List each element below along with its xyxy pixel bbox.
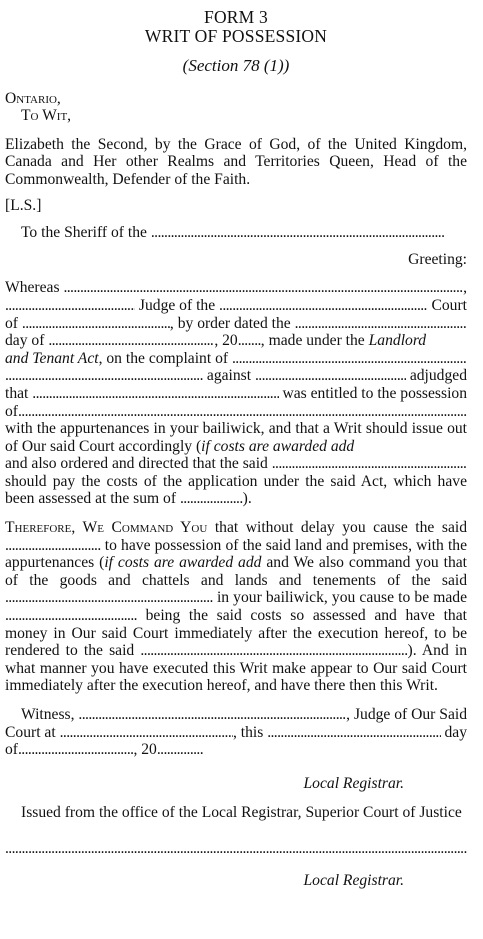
form-title: WRIT OF POSSESSION xyxy=(144,26,328,46)
whereas-line-8: of ..... xyxy=(5,403,467,421)
whereas-line-10: and also ordered and directed that the said ..... xyxy=(5,455,467,473)
sheriff-address-line xyxy=(5,224,467,242)
section-reference: (Section 78 (1)) xyxy=(182,56,290,75)
whereas-line-7: that ..... was entitled to the possession xyxy=(5,385,467,403)
venue-to-wit: To Wit, xyxy=(21,107,72,125)
whereas-line-4: day of ..... , 20 ....... , made under the Landlord xyxy=(5,332,467,350)
whereas-paragraph xyxy=(5,279,467,508)
whereas-body: with the appurtenances in your bailiwick, and that a Writ should issue out of Our said Court accordingly (if costs are awarded add xyxy=(5,420,467,455)
form-number: FORM 3 xyxy=(204,7,268,27)
style-of-cause: Elizabeth the Second, by the Grace of God, of the United Kingdom, Canada and Her other Realms and Territories Queen, Head of the Commonwealth, Defender of the Faith. xyxy=(5,135,467,188)
witness-line-2: Court at ..... , this ..... day xyxy=(5,724,467,742)
whereas-line-6: ..... against ..... adjudged xyxy=(5,367,467,385)
whereas-line-3: of ..... , by order dated the ..... xyxy=(5,315,467,333)
registrar-signature-line xyxy=(5,840,467,858)
therefore-paragraph xyxy=(5,519,467,695)
witness-paragraph xyxy=(5,706,467,759)
addressee-text: To the Sheriff of the xyxy=(21,224,147,242)
sheriff-blank xyxy=(151,224,445,242)
whereas-line-2: ..... Judge of the ..... Court xyxy=(5,297,467,315)
whereas-line-1: Whereas ..... , xyxy=(5,279,467,297)
witness-line-1: Witness, ..... , Judge of Our Said xyxy=(5,706,467,724)
whereas-line-5: and Tenant Act , on the complaint of ..... xyxy=(5,350,467,368)
therefore-line-1: Therefore, We Command You that without delay you cause the said ............................. to have possession of the said land and premises, with the appurtenances (if costs are awarded add and We also command you that of the goods and chattels and lands and tenements of the said ............................................................... in your bailiwick, you cause to be made ........................................ being the said costs so assessed and have that money in Our said Court immediately after the execution hereof, to be rendered to the said .................................................................................). And in what manner you have executed this Writ make appear to Our said Court immediately after the execution hereof, and have there then this Writ. xyxy=(5,519,468,695)
greeting: Greeting: xyxy=(408,250,467,268)
local-registrar-signature-1: Local Registrar. xyxy=(303,774,404,792)
whereas-costs: should pay the costs of the application under the said Act, which have been assessed at the sum of ...................). xyxy=(5,472,467,508)
venue-province: Ontario, xyxy=(5,89,61,107)
issued-statement: Issued from the office of the Local Registrar, Superior Court of Justice xyxy=(21,804,462,822)
witness-line-3: of..................................., 20.............. xyxy=(5,741,204,759)
seal-marker: [L.S.] xyxy=(5,196,42,214)
local-registrar-signature-2: Local Registrar. xyxy=(303,871,404,889)
